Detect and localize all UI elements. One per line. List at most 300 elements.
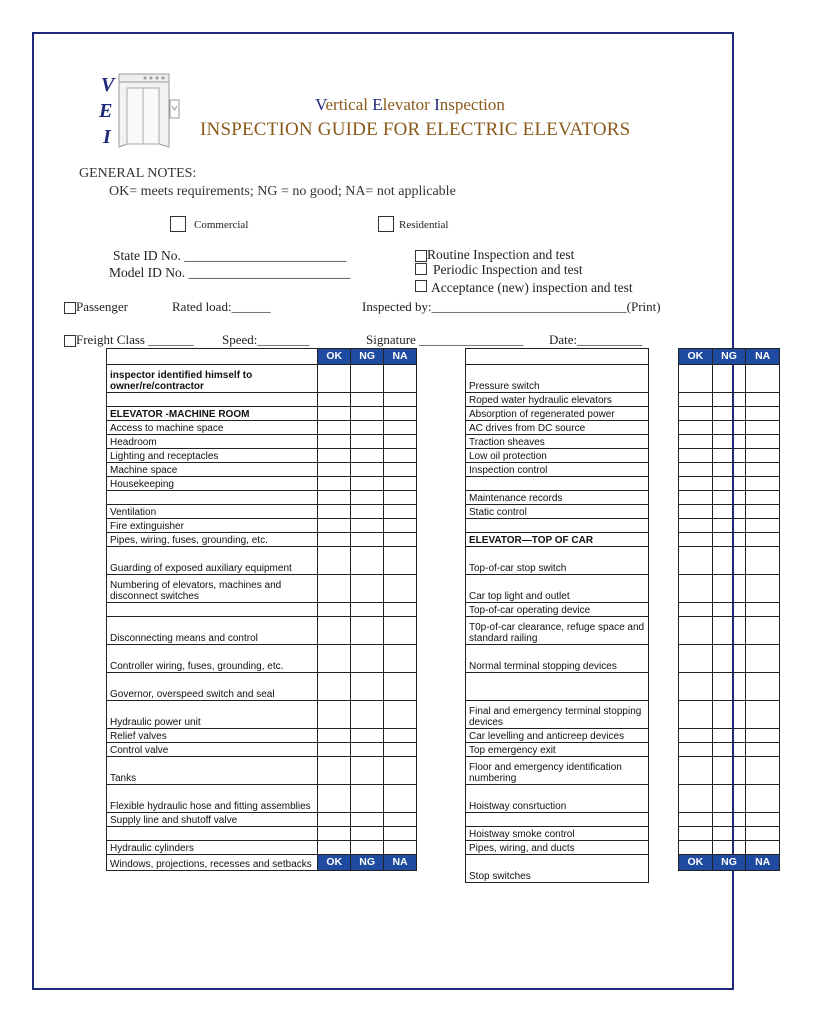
ok-cell[interactable] [679,421,713,435]
logo-letter-v: V [101,74,115,96]
table-row [679,463,780,477]
ng-cell[interactable] [351,813,384,827]
ng-cell[interactable] [712,645,746,673]
ng-cell[interactable] [351,701,384,729]
na-cell[interactable] [746,407,780,421]
ng-cell[interactable] [351,533,384,547]
ok-cell[interactable] [679,603,713,617]
ng-cell[interactable] [712,813,746,827]
ng-cell[interactable] [351,645,384,673]
na-cell[interactable] [746,645,780,673]
na-cell[interactable] [384,477,417,491]
ok-cell[interactable] [318,743,351,757]
routine-label: Routine Inspection and test [427,247,575,262]
table-row [107,575,417,603]
table-row [466,785,649,813]
na-cell[interactable] [746,505,780,519]
ok-column-header: OK [318,349,351,365]
ng-cell[interactable] [351,827,384,841]
ok-cell[interactable] [318,645,351,673]
acceptance-label: Acceptance (new) inspection and test [431,280,633,295]
ng-cell[interactable] [351,505,384,519]
na-cell[interactable] [384,505,417,519]
commercial-option[interactable] [170,215,248,233]
ng-cell[interactable] [712,463,746,477]
na-cell[interactable] [746,813,780,827]
ok-cell[interactable] [318,603,351,617]
freight-option[interactable] [64,332,194,348]
general-notes-legend: OK= meets requirements; NG = no good; NA= not applicable [109,184,456,199]
table-row [679,491,780,505]
na-cell[interactable] [746,841,780,855]
na-cell[interactable] [384,827,417,841]
na-cell[interactable] [384,547,417,575]
table-row [107,841,417,855]
periodic-option[interactable] [415,262,583,278]
item-label: Normal terminal stopping devices [466,645,649,673]
table-row [466,365,649,393]
passenger-checkbox[interactable] [64,302,76,314]
table-row [679,743,780,757]
item-label: Static control [466,505,649,519]
ok-cell[interactable] [679,547,713,575]
ok-column-header: OK [679,349,713,365]
na-cell[interactable] [746,533,780,547]
residential-checkbox[interactable] [378,216,394,232]
ng-cell[interactable] [712,547,746,575]
na-cell[interactable] [746,435,780,449]
na-cell[interactable] [746,757,780,785]
ok-cell[interactable] [679,505,713,519]
inspected-by-field[interactable]: Inspected by:______________________________(Print) [362,299,661,314]
na-cell[interactable] [746,519,780,533]
ok-cell[interactable] [318,407,351,421]
table-row [466,407,649,421]
item-label: Access to machine space [107,421,318,435]
ng-cell[interactable] [712,701,746,729]
signature-field[interactable]: Signature ________________ [366,332,524,347]
routine-option[interactable] [415,247,574,263]
ng-cell[interactable] [351,757,384,785]
na-cell[interactable] [384,393,417,407]
ok-cell[interactable] [679,449,713,463]
ng-cell[interactable] [351,463,384,477]
ok-cell[interactable] [318,519,351,533]
ng-cell[interactable] [712,519,746,533]
passenger-option[interactable] [64,299,128,315]
ok-cell[interactable] [679,701,713,729]
table-row [466,463,649,477]
ng-cell[interactable] [351,743,384,757]
table-row [107,491,417,505]
item-label: Flexible hydraulic hose and fitting assemblies [107,785,318,813]
ng-cell[interactable] [712,491,746,505]
state-id-field[interactable]: State ID No. ________________________ [113,248,347,263]
ok-cell[interactable] [318,393,351,407]
item-label: Housekeeping [107,477,318,491]
commercial-checkbox[interactable] [170,216,186,232]
item-label: Low oil protection [466,449,649,463]
table-row [679,407,780,421]
na-column-header: NA [384,855,417,871]
title-cap-e: E [372,95,383,114]
table-row [466,701,649,729]
item-label: Pipes, wiring, and ducts [466,841,649,855]
speed-field[interactable]: Speed:________ [222,332,310,347]
title-cap-v: V [315,95,326,114]
table-row [107,701,417,729]
acceptance-option[interactable] [415,280,633,296]
ok-cell[interactable] [679,575,713,603]
na-cell[interactable] [384,743,417,757]
ng-cell[interactable] [712,365,746,393]
na-cell[interactable] [384,365,417,393]
ok-cell[interactable] [679,617,713,645]
na-cell[interactable] [746,477,780,491]
date-field[interactable]: Date:__________ [549,332,643,347]
table-row [466,729,649,743]
ok-cell[interactable] [679,519,713,533]
item-label: Headroom [107,435,318,449]
table-row [679,365,780,393]
item-label: Car levelling and anticreep devices [466,729,649,743]
ng-cell[interactable] [712,827,746,841]
ng-column-header: NG [351,855,384,871]
item-label: Floor and emergency identification numbering [466,757,649,785]
na-cell[interactable] [746,827,780,841]
ok-cell[interactable] [318,491,351,505]
na-cell[interactable] [384,617,417,645]
na-cell[interactable] [384,533,417,547]
table-row [679,435,780,449]
ok-cell[interactable] [318,827,351,841]
na-cell[interactable] [384,603,417,617]
na-cell[interactable] [384,785,417,813]
ng-column-header: NG [712,349,746,365]
ng-cell[interactable] [351,673,384,701]
ok-column-header: OK [318,855,351,871]
table-row [679,603,780,617]
item-label [107,491,318,505]
ng-cell[interactable] [712,393,746,407]
table-row [679,421,780,435]
ng-cell[interactable] [351,393,384,407]
ok-cell[interactable] [679,407,713,421]
ng-cell[interactable] [351,547,384,575]
na-cell[interactable] [746,617,780,645]
periodic-checkbox[interactable] [415,263,427,275]
item-label: Absorption of regenerated power [466,407,649,421]
ng-cell[interactable] [351,421,384,435]
item-label: Governor, overspeed switch and seal [107,673,318,701]
ok-cell[interactable] [318,477,351,491]
na-cell[interactable] [384,645,417,673]
ng-cell[interactable] [351,407,384,421]
table-header-row [466,349,649,365]
table-row [466,477,649,491]
item-label [466,813,649,827]
ng-cell[interactable] [351,841,384,855]
passenger-label: Passenger [76,299,128,314]
table-row [466,533,649,547]
item-label: Guarding of exposed auxiliary equipment [107,547,318,575]
ok-cell[interactable] [318,701,351,729]
table-row [107,547,417,575]
ng-cell[interactable] [351,365,384,393]
ok-cell[interactable] [318,785,351,813]
na-cell[interactable] [384,491,417,505]
table-row [466,575,649,603]
item-label [107,603,318,617]
table-row [466,645,649,673]
ok-cell[interactable] [318,449,351,463]
na-cell[interactable] [384,463,417,477]
ok-cell[interactable] [679,827,713,841]
table-row [107,813,417,827]
title-word-vertical: ertical [325,95,373,114]
table-row [107,617,417,645]
ok-cell[interactable] [318,547,351,575]
ok-cell[interactable] [318,505,351,519]
item-label: Supply line and shutoff valve [107,813,318,827]
ng-cell[interactable] [712,505,746,519]
table-row [679,519,780,533]
ng-column-header: NG [351,349,384,365]
na-cell[interactable] [384,701,417,729]
table-row [466,519,649,533]
table-row [466,421,649,435]
routine-checkbox[interactable] [415,250,427,262]
ok-cell[interactable] [679,757,713,785]
freight-checkbox[interactable] [64,335,76,347]
na-column-header: NA [384,349,417,365]
table-row [466,673,649,701]
ok-cell[interactable] [318,435,351,449]
ok-cell[interactable] [679,533,713,547]
ng-cell[interactable] [712,477,746,491]
top-of-car-checklist [465,348,649,883]
ok-cell[interactable] [679,673,713,701]
item-label: Fire extinguisher [107,519,318,533]
na-cell[interactable] [384,519,417,533]
ok-cell[interactable] [679,729,713,743]
item-label: Hoistway smoke control [466,827,649,841]
na-cell[interactable] [746,603,780,617]
ng-cell[interactable] [712,449,746,463]
title-word-inspection: nspection [439,95,505,114]
ng-cell[interactable] [712,407,746,421]
item-label: Hydraulic cylinders [107,841,318,855]
ng-cell[interactable] [712,533,746,547]
ok-cell[interactable] [318,365,351,393]
item-label: Control valve [107,743,318,757]
title-word-elevator: levator [382,95,435,114]
ng-cell[interactable] [712,603,746,617]
na-cell[interactable] [384,407,417,421]
ng-cell[interactable] [712,841,746,855]
ok-cell[interactable] [679,743,713,757]
ok-cell[interactable] [679,813,713,827]
na-cell[interactable] [746,491,780,505]
table-header-row [107,349,417,365]
table-row [107,519,417,533]
ng-cell[interactable] [712,435,746,449]
ng-cell[interactable] [351,729,384,743]
na-cell[interactable] [746,729,780,743]
ng-cell[interactable] [351,785,384,813]
ok-cell[interactable] [679,841,713,855]
item-label: T0p-of-car clearance, refuge space and standard railing [466,617,649,645]
ng-cell[interactable] [712,617,746,645]
table-row [466,757,649,785]
item-label: ELEVATOR -MACHINE ROOM [107,407,318,421]
ok-cell[interactable] [679,491,713,505]
ng-cell[interactable] [712,743,746,757]
ok-cell[interactable] [318,673,351,701]
table-row [466,743,649,757]
item-label [107,827,318,841]
ok-cell[interactable] [318,729,351,743]
ok-cell[interactable] [318,575,351,603]
model-id-field[interactable]: Model ID No. ________________________ [109,265,351,280]
logo-letter-i: I [103,126,111,148]
table-row [466,603,649,617]
na-cell[interactable] [746,421,780,435]
na-cell[interactable] [746,785,780,813]
na-cell[interactable] [384,435,417,449]
table-row [679,449,780,463]
table-row [679,477,780,491]
ok-cell[interactable] [318,841,351,855]
ng-cell[interactable] [351,449,384,463]
item-label: Car top light and outlet [466,575,649,603]
ok-cell[interactable] [318,757,351,785]
na-cell[interactable] [746,449,780,463]
ng-cell[interactable] [712,757,746,785]
na-cell[interactable] [746,547,780,575]
item-label: Pipes, wiring, fuses, grounding, etc. [107,533,318,547]
table-row [107,729,417,743]
ok-cell[interactable] [318,813,351,827]
table-row [466,393,649,407]
na-cell[interactable] [746,365,780,393]
na-cell[interactable] [384,729,417,743]
item-label [107,393,318,407]
ok-cell[interactable] [679,365,713,393]
ng-cell[interactable] [351,617,384,645]
ng-cell[interactable] [712,729,746,743]
table-row [107,421,417,435]
table-row [107,463,417,477]
na-cell[interactable] [384,421,417,435]
commercial-label: Commercial [194,219,249,231]
item-label: Pressure switch [466,365,649,393]
item-label: Ventilation [107,505,318,519]
item-label: Traction sheaves [466,435,649,449]
na-column-header: NA [746,349,780,365]
ok-cell[interactable] [679,435,713,449]
rated-load-field[interactable]: Rated load:______ [172,299,271,314]
na-cell[interactable] [746,463,780,477]
na-cell[interactable] [384,575,417,603]
item-label: Hoistway consrtuction [466,785,649,813]
na-cell[interactable] [746,743,780,757]
residential-option[interactable] [378,215,449,233]
na-cell[interactable] [384,813,417,827]
na-cell[interactable] [384,841,417,855]
na-cell[interactable] [746,575,780,603]
ng-cell[interactable] [712,673,746,701]
table-row [107,365,417,393]
table-row [107,673,417,701]
acceptance-checkbox[interactable] [415,280,427,292]
ng-column-header: NG [712,855,746,871]
table-row [679,841,780,855]
table-row [679,701,780,729]
ng-cell[interactable] [712,575,746,603]
ok-cell[interactable] [679,785,713,813]
item-label: Top emergency exit [466,743,649,757]
ok-cell[interactable] [679,645,713,673]
ng-cell[interactable] [351,603,384,617]
ng-cell[interactable] [351,519,384,533]
ok-cell[interactable] [318,533,351,547]
table-row [107,827,417,841]
na-cell[interactable] [384,449,417,463]
ng-cell[interactable] [351,491,384,505]
table-row [466,827,649,841]
ng-cell[interactable] [351,575,384,603]
na-cell[interactable] [746,701,780,729]
ok-cell[interactable] [318,463,351,477]
table-row [107,757,417,785]
table-row [679,533,780,547]
periodic-label: Periodic Inspection and test [433,262,583,277]
ng-cell[interactable] [351,435,384,449]
item-label: Top-of-car stop switch [466,547,649,575]
na-column-header: NA [746,855,780,871]
table-row [107,743,417,757]
ok-cell[interactable] [679,393,713,407]
na-cell[interactable] [384,673,417,701]
residential-label: Residential [399,219,449,231]
table-row [679,827,780,841]
ng-cell[interactable] [351,477,384,491]
ok-cell[interactable] [679,463,713,477]
table-row [107,533,417,547]
table-row [679,645,780,673]
item-label [466,477,649,491]
ng-cell[interactable] [712,421,746,435]
table-row [679,729,780,743]
item-label: Hydraulic power unit [107,701,318,729]
na-cell[interactable] [384,757,417,785]
na-cell[interactable] [746,673,780,701]
table-row [466,505,649,519]
item-label: Windows, projections, recesses and setbacks [107,855,318,871]
na-cell[interactable] [746,393,780,407]
table-row [107,393,417,407]
table-row [107,645,417,673]
table-row [107,435,417,449]
logo-letter-e: E [99,100,113,122]
machine-room-checklist [106,348,417,871]
ng-cell[interactable] [712,785,746,813]
ok-cell[interactable] [679,477,713,491]
ok-cell[interactable] [318,617,351,645]
ok-cell[interactable] [318,421,351,435]
freight-class-label: Freight Class _______ [76,332,194,347]
